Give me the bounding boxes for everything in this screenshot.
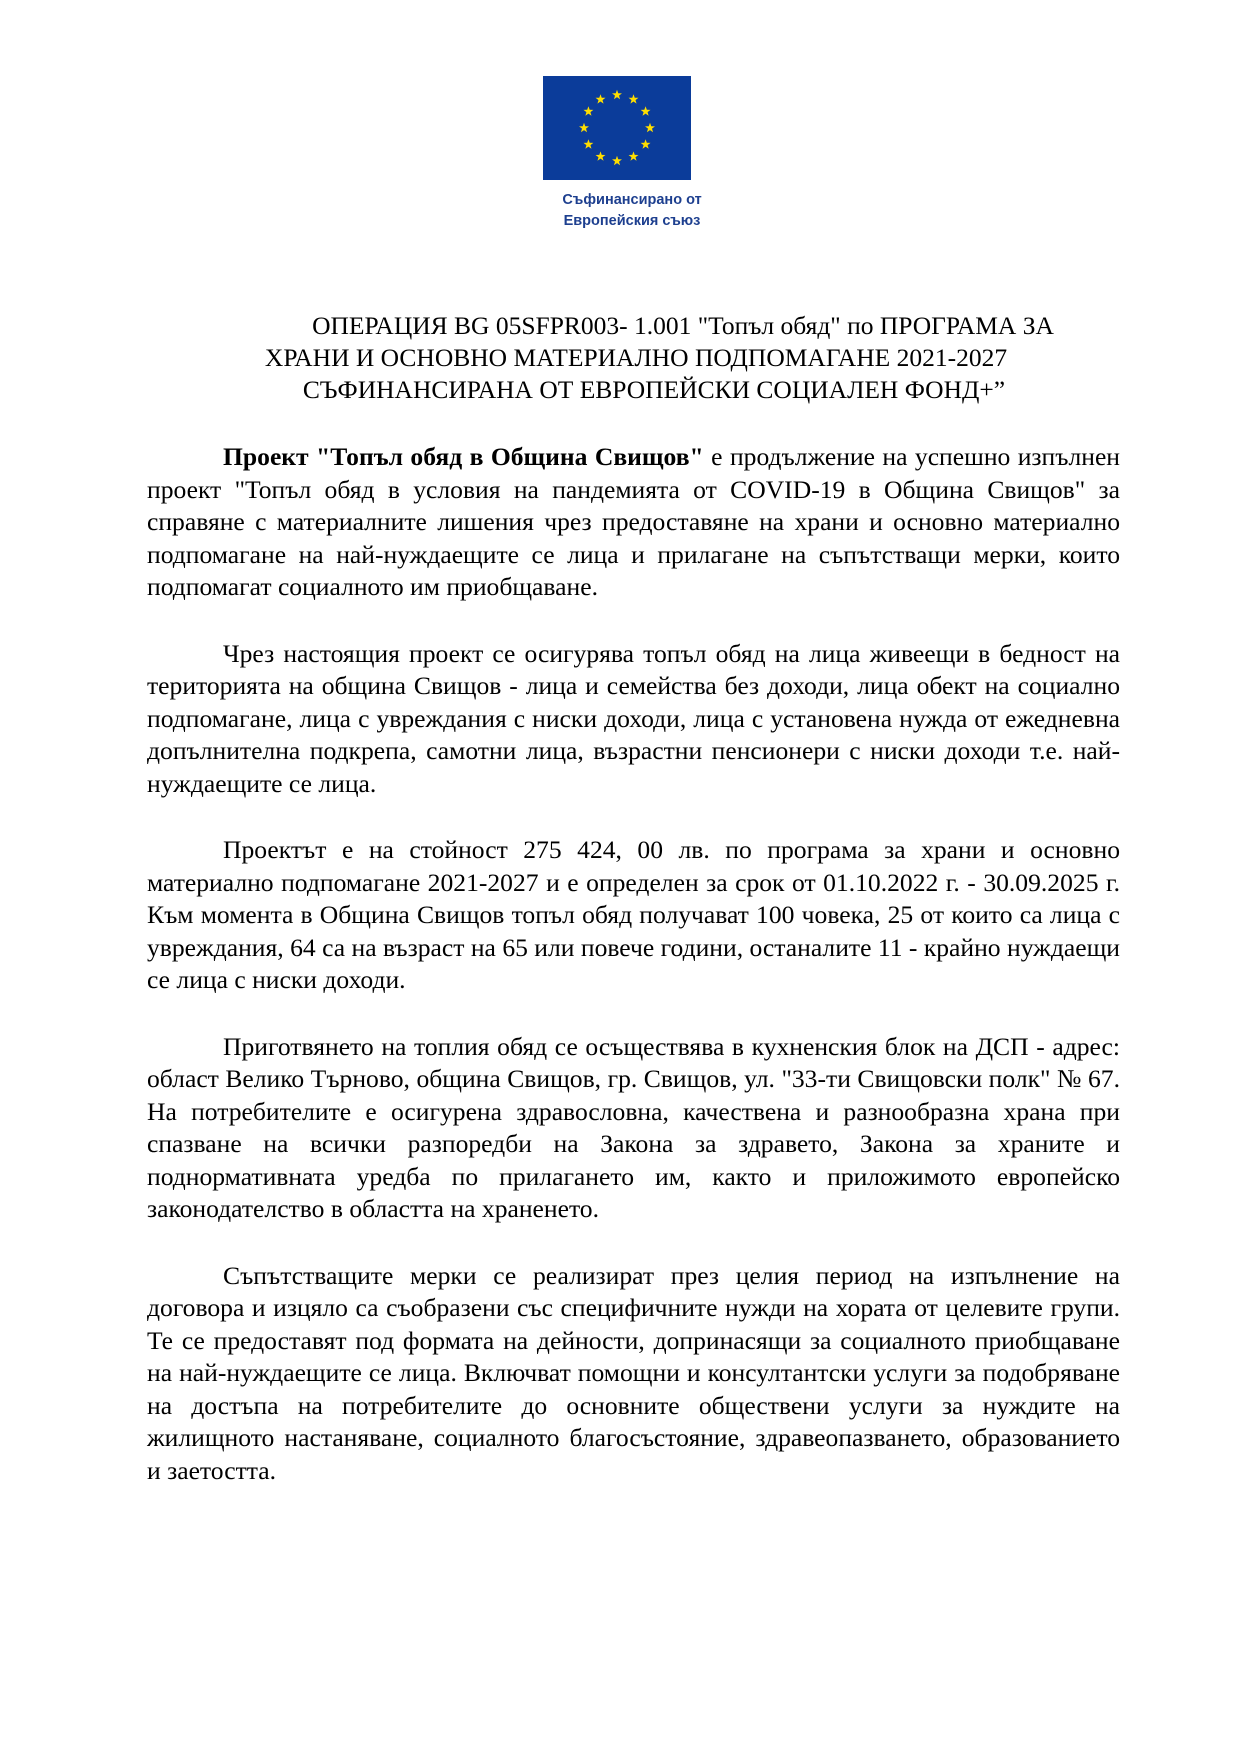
star-icon bbox=[583, 139, 593, 148]
operation-heading bbox=[150, 310, 1122, 406]
star-icon bbox=[612, 156, 622, 165]
project-title: Проект "Топъл обяд в Община Свищов" bbox=[223, 442, 704, 471]
star-icon bbox=[645, 123, 655, 132]
star-icon bbox=[641, 106, 651, 115]
paragraph-meal-preparation: Приготвянето на топлия обяд се осъществява в кухненския блок на ДСП - адрес: област Велико Търново, община Свищов, гр. Свищов, ул. "33-ти Свищовски полк" № 67. На потребителите е осигурена здравословна, качествена и разнообразна храна при спазване на всички разпоредби на Закона за здравето, Закона за храните и поднормативната уредба по прилагането им, както и приложимото европейско законодателство в областта на храненето. bbox=[147, 1031, 1120, 1223]
star-icon bbox=[641, 139, 651, 148]
eu-stars-icon bbox=[543, 76, 691, 180]
paragraph-project-intro-text: е продължение на успешно изпълнен проект "Топъл обяд в условия на пандемията от COVID-19 в Община Свищов" за справяне с материалните лишения чрез предоставяне на храни и основно материално подпомагане на най-нуждаещите се лица и прилагане на съпътстващи мерки, които подпомагат социалното им приобщаване. bbox=[147, 442, 1120, 601]
paragraph-target-groups: Чрез настоящия проект се осигурява топъл обяд на лица живеещи в бедност на територията на община Свищов - лица и семейства без доходи, лица обект на социално подпомагане, лица с увреждания с ниски доходи, лица с установена нужда от ежедневна допълнителна подкрепа, самотни лица, възрастни пенсионери с ниски доходи т.е. най-нуждаещите се лица. bbox=[147, 638, 1120, 798]
eu-flag-icon bbox=[543, 76, 691, 180]
logo-caption-line2: Европейския съюз bbox=[563, 213, 701, 229]
star-icon bbox=[629, 94, 639, 103]
star-icon bbox=[579, 123, 589, 132]
heading-line-3: СЪФИНАНСИРАНА ОТ ЕВРОПЕЙСКИ СОЦИАЛЕН ФОНД+” bbox=[302, 375, 1006, 404]
star-icon bbox=[629, 151, 639, 160]
logo-caption-line1: Съфинансирано от bbox=[562, 192, 702, 208]
document-body bbox=[147, 441, 1120, 1521]
star-icon bbox=[583, 106, 593, 115]
star-icon bbox=[612, 90, 622, 99]
paragraph-project-intro bbox=[147, 441, 1120, 604]
star-icon bbox=[596, 151, 606, 160]
paragraph-project-value: Проектът е на стойност 275 424, 00 лв. по програма за храни и основно материално подпомагане 2021-2027 и е определен за срок от 01.10.2022 г. - 30.09.2025 г. Към момента в Община Свищов топъл обяд получават 100 човека, 25 от които са лица с увреждания, 64 са на възраст на 65 или повече години, останалите 11 - крайно нуждаещи се лица с ниски доходи. bbox=[147, 835, 1120, 994]
star-icon bbox=[596, 94, 606, 103]
logo-caption bbox=[541, 190, 723, 232]
paragraph-accompanying-measures: Съпътстващите мерки се реализират през целия период на изпълнение на договора и изцяло са съобразени със специфичните нужди на хората от целевите групи. Те се предоставят под формата на дейности, допринасящи за социалното приобщаване на най-нуждаещите се лица. Включват помощни и консултантски услуги за подобряване на достъпа на потребителите до основните обществени услуги за нуждите на жилищното настаняване, социалното благосъстояние, здравеопазването, образованието и заетостта. bbox=[147, 1260, 1120, 1485]
eu-cofunding-logo bbox=[541, 74, 717, 242]
heading-line-1: ОПЕРАЦИЯ BG 05SFPR003- 1.001 "Топъл обяд" по ПРОГРАМА ЗА bbox=[312, 311, 1054, 340]
heading-line-2: ХРАНИ И ОСНОВНО МАТЕРИАЛНО ПОДПОМАГАНЕ 2021-2027 bbox=[264, 343, 1008, 372]
